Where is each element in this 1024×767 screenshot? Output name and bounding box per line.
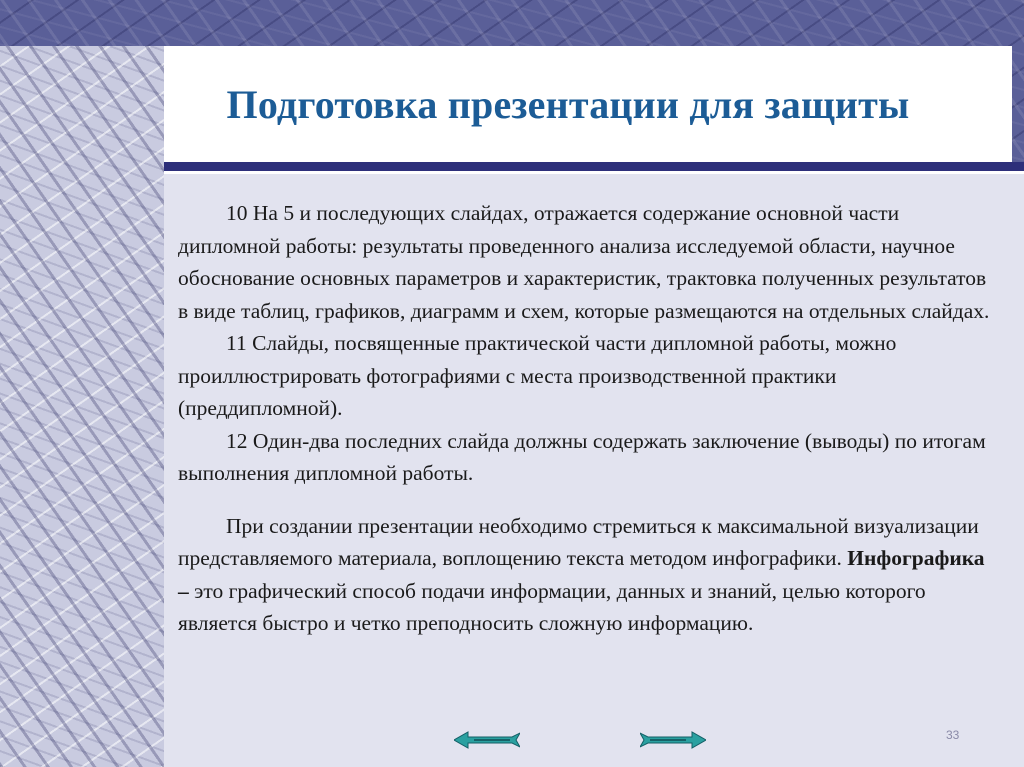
- arrow-left-icon[interactable]: [454, 730, 520, 750]
- closing-text-before: При создании презентации необходимо стремиться к максимальной визуализации представляемого материала, воплощению текста методом инфографики.: [178, 513, 979, 570]
- paragraph-12: 12 Один-два последних слайда должны содержать заключение (выводы) по итогам выполнения дипломной работы.: [178, 428, 986, 485]
- paragraph-closing: [178, 510, 998, 640]
- arrow-right-icon[interactable]: [640, 730, 706, 750]
- side-pattern: [0, 46, 164, 767]
- closing-text-after: это графический способ подачи информации, данных и знаний, целью которого является быстро и четко преподносить сложную информацию.: [178, 578, 926, 635]
- closing-text-bold: Инфографика –: [178, 546, 985, 603]
- title-divider: [164, 162, 1024, 171]
- body-text: [178, 197, 998, 661]
- paragraph-11: 11 Слайды, посвященные практической части дипломной работы, можно проиллюстрировать фотографиями с места производственной практики (преддипломной).: [178, 331, 897, 420]
- slide-title: Подготовка презентации для защиты: [226, 81, 910, 127]
- paragraph-10: 10 На 5 и последующих слайдах, отражается содержание основной части дипломной работы: результаты проведенного анализа исследуемой области, научное обоснование основных параметров и характеристик, трактовка полученных результатов в виде таблиц, графиков, диаграмм и схем, которые размещаются на отдельных слайдах.: [178, 201, 990, 323]
- page-number: 33: [946, 728, 960, 742]
- title-bar: [164, 46, 1012, 162]
